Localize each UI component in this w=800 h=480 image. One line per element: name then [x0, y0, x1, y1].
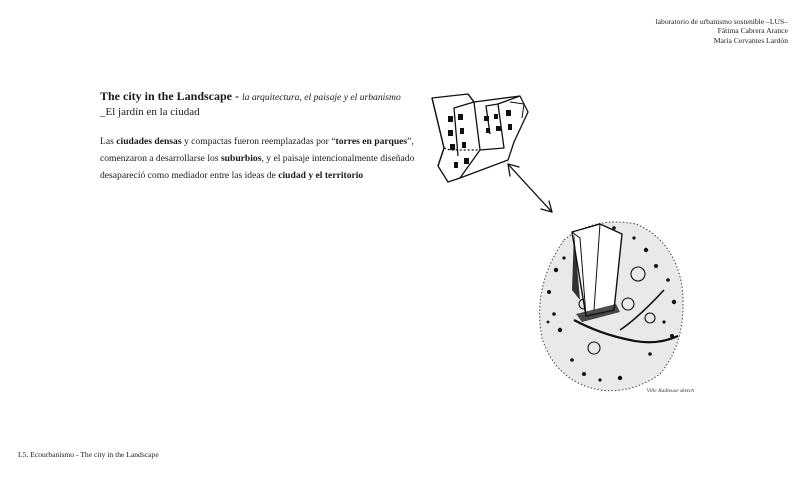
title-subheading: la arquitectura, el paisaje y el urbanismo	[242, 92, 401, 103]
text-run: comenzaron a desarrollarse los	[100, 152, 221, 164]
header-credits	[528, 17, 788, 45]
emphasis-city-territory: ciudad y el territorio	[278, 169, 364, 181]
text-run: y compactas fueron reemplazadas por “	[181, 136, 336, 147]
body-line-3	[100, 168, 430, 185]
author-2: María Cervantes Lardón	[713, 35, 788, 45]
figure-caption: Ville Radieuse sketch	[646, 388, 694, 394]
dense-city-block-drawing	[432, 94, 528, 182]
author-1: Fátima Cabrera Arance	[717, 26, 788, 36]
footer-label: L5. Ecourbanismo - The city in the Landscape	[18, 450, 159, 459]
text-run: Las	[100, 136, 117, 147]
emphasis-suburbs: suburbios	[220, 152, 262, 164]
title-main: The city in the Landscape	[100, 89, 233, 103]
title-separator: -	[232, 89, 243, 103]
section-subtitle: _El jardín en la ciudad	[100, 106, 200, 118]
body-paragraph	[100, 134, 430, 184]
page-title	[100, 87, 430, 105]
tower-in-park-drawing	[540, 222, 683, 391]
text-run: desapareció como mediador entre las ideas de	[100, 169, 279, 181]
emphasis-towers-in-parks: torres en parques	[335, 136, 408, 147]
ville-radieuse-sketch	[424, 90, 700, 400]
lab-name: laboratorio de urbanismo sostenible –LUS–	[655, 17, 788, 26]
transition-arrow	[508, 164, 552, 212]
emphasis-dense-cities: ciudades densas	[116, 136, 182, 147]
text-run: ”,	[407, 136, 414, 147]
body-line-1	[100, 134, 430, 151]
text-run: , y el paisaje intencionalmente diseñado	[261, 152, 415, 164]
body-line-2	[100, 151, 430, 168]
